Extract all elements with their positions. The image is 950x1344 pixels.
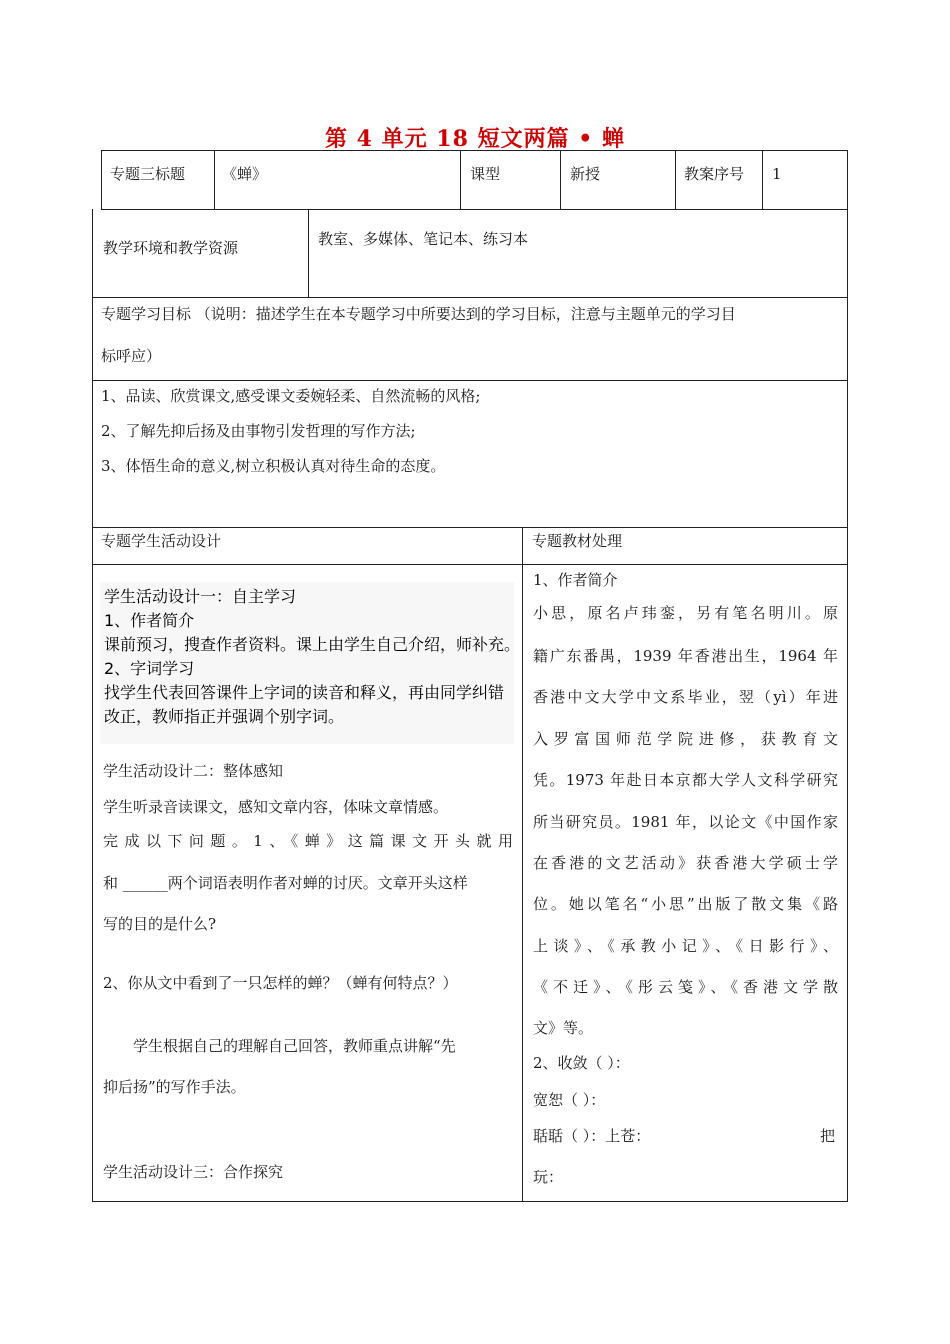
environment-label: 教学环境和教学资源 bbox=[103, 239, 239, 257]
author-line: 小思，原名卢玮銮，另有笔名明川。原 bbox=[533, 604, 838, 622]
lesson-type-label: 课型 bbox=[470, 165, 501, 183]
activity-two-note: 抑后扬”的写作手法。 bbox=[103, 1078, 246, 1096]
activity-two-title: 学生活动设计二：整体感知 bbox=[103, 762, 284, 780]
author-line: 位。她以笔名“小思”出版了散文集《路 bbox=[533, 895, 838, 913]
lesson-seq-label: 教案序号 bbox=[684, 165, 745, 183]
activity-two-question: 2、你从文中看到了一只怎样的蝉？（蝉有何特点？） bbox=[103, 974, 458, 992]
activity-two-line: 学生听录音读课文，感知文章内容，体味文章情感。 bbox=[103, 798, 449, 816]
author-line: 《不迁》、《彤云笺》、《香港文学散 bbox=[533, 978, 838, 996]
objective-item: 3、体悟生命的意义,树立积极认真对待生命的态度。 bbox=[101, 457, 446, 475]
activity-one-sub2-text: 找学生代表回答课件上字词的读音和释义，再由同学纠错 bbox=[104, 683, 505, 702]
activity-one-sub1: 1、作者简介 bbox=[104, 611, 195, 630]
objective-item: 1、品读、欣赏课文,感受课文委婉轻柔、自然流畅的风格; bbox=[101, 387, 481, 405]
author-line: 入罗富国师范学院进修，获教育文 bbox=[533, 730, 838, 748]
author-line: 上谈》、《承教小记》、《日影行》、 bbox=[533, 937, 838, 955]
objectives-heading: 专题学习目标 （说明：描述学生在本专题学习中所要达到的学习目标，注意与主题单元的学习目 bbox=[101, 305, 736, 323]
author-line: 所当研究员。1981 年，以论文《中国作家 bbox=[533, 813, 838, 831]
objective-item: 2、了解先抑后扬及由事物引发哲理的写作方法; bbox=[101, 422, 416, 440]
material-header: 专题教材处理 bbox=[532, 532, 623, 550]
words-title: 2、收敛（ ）： bbox=[533, 1054, 630, 1072]
author-line: 文》等。 bbox=[533, 1019, 594, 1037]
activity-one-sub2: 2、字词学习 bbox=[104, 659, 195, 678]
activity-one-sub2-text: 改正，教师指正并强调个别字词。 bbox=[104, 707, 345, 726]
words-line-end: 把 bbox=[820, 1127, 836, 1145]
objectives-heading-cont: 标呼应） bbox=[101, 347, 162, 365]
activity-two-line: 和 ______两个词语表明作者对蝉的讨厌。文章开头这样 bbox=[103, 874, 468, 892]
environment-value: 教室、多媒体、笔记本、练习本 bbox=[318, 230, 529, 248]
activity-three-title: 学生活动设计三：合作探究 bbox=[103, 1163, 284, 1181]
words-line: 宽恕（ ）： bbox=[533, 1091, 606, 1109]
author-line: 凭。1973 年赴日本京都大学人文科学研究 bbox=[533, 771, 838, 789]
activity-two-note: 学生根据自己的理解自己回答，教师重点讲解“先 bbox=[133, 1037, 456, 1055]
author-line: 香港中文大学中文系毕业，翌（yì）年进 bbox=[533, 688, 838, 706]
author-title: 1、作者简介 bbox=[533, 571, 618, 589]
activity-one-block bbox=[100, 582, 521, 744]
words-line: 玩： bbox=[533, 1168, 564, 1186]
activity-two-line: 写的目的是什么? bbox=[103, 915, 217, 933]
activity-two-line: 完成以下问题。1、《蝉》这篇课文开头就用 bbox=[103, 832, 513, 850]
activity-one-title: 学生活动设计一：自主学习 bbox=[104, 587, 297, 606]
activity-one-sub1-text: 课前预习，搜查作者资料。课上由学生自己介绍，师补充。 bbox=[104, 635, 521, 654]
words-line: 聒聒（ ）：上苍： bbox=[533, 1127, 651, 1145]
author-line: 籍广东番禺，1939 年香港出生，1964 年 bbox=[533, 647, 838, 665]
activity-header: 专题学生活动设计 bbox=[101, 532, 222, 550]
author-line: 在香港的文艺活动》获香港大学硕士学 bbox=[533, 854, 838, 872]
topic-label: 专题三标题 bbox=[110, 165, 186, 183]
topic-value: 《蝉》 bbox=[222, 165, 268, 183]
lesson-type-value: 新授 bbox=[570, 165, 601, 183]
page-title: 第 4 单元 18 短文两篇 • 蝉 bbox=[325, 126, 625, 152]
lesson-seq-value: 1 bbox=[772, 165, 782, 183]
